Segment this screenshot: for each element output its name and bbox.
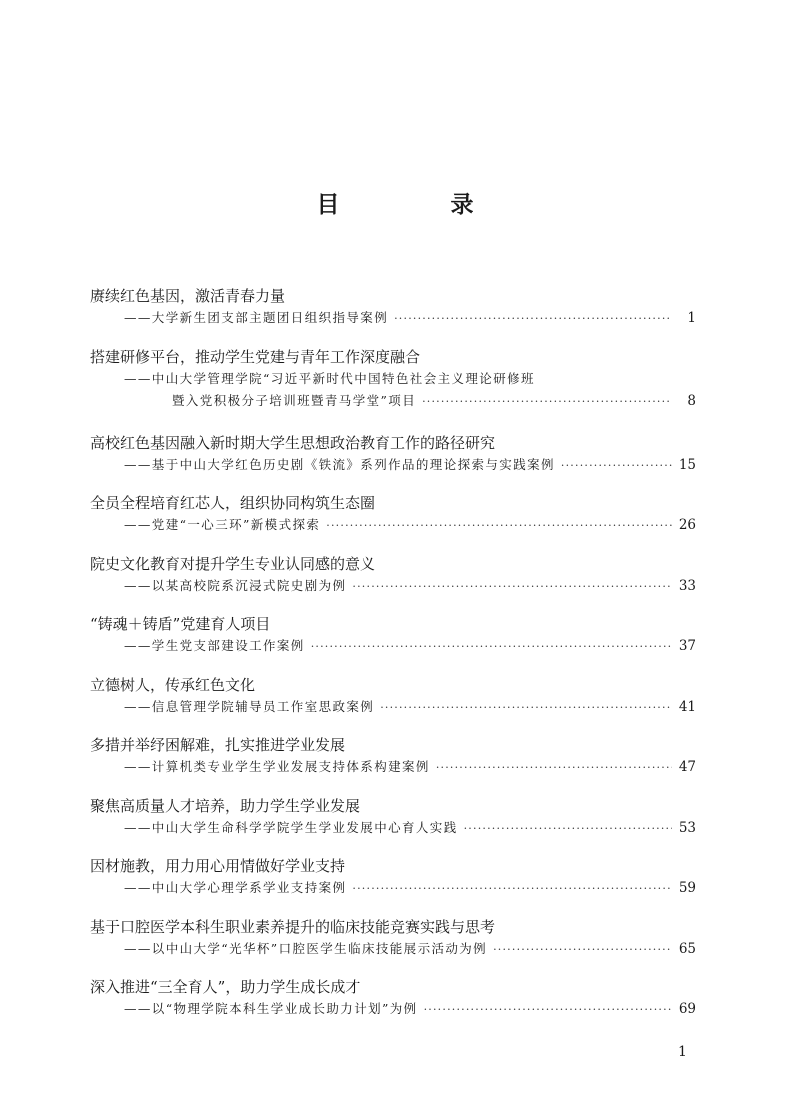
toc-entry[interactable] (90, 917, 696, 978)
toc-entry-subtitle: ——以某高校院系沉浸式院史剧为例 (124, 577, 347, 593)
toc-entry-page: 37 (678, 638, 696, 654)
toc-entry-title: 高校红色基因融入新时期大学生思想政治教育工作的路径研究 (90, 433, 496, 452)
toc-entry-subtitle: ——中山大学管理学院“习近平新时代中国特色社会主义理论研修班 (124, 370, 535, 386)
dot-leader (464, 819, 672, 839)
toc-entry-subtitle: ——计算机类专业学生学业发展支持体系构建案例 (124, 759, 430, 774)
toc-entry-title: 聚焦高质量人才培养，助力学生学业发展 (90, 796, 361, 815)
toc-entry[interactable] (90, 493, 696, 554)
toc-entry[interactable] (90, 554, 696, 615)
toc-entry-subtitle-row (90, 939, 696, 961)
dot-leader (394, 309, 672, 329)
dot-leader (311, 637, 672, 657)
toc-entry-page: 8 (687, 392, 696, 409)
toc-entry[interactable] (90, 856, 696, 917)
toc-entry-title: 基于口腔医学本科生职业素养提升的临床技能竞赛实践与思考 (90, 917, 496, 936)
toc-entry-page: 47 (678, 759, 696, 775)
toc-entry-page: 41 (678, 698, 696, 715)
toc-entry-subtitle-row (90, 455, 696, 477)
toc-entry[interactable] (90, 614, 696, 675)
toc-entry-page: 65 (678, 940, 696, 957)
toc-entry-subtitle-row (90, 391, 696, 413)
toc-entry-title: 搭建研修平台，推动学生党建与青年工作深度融合 (90, 347, 421, 366)
toc-entry[interactable] (90, 675, 696, 736)
toc-entry-subtitle-continued: 暨入党积极分子培训班暨青马学堂”项目 (172, 392, 417, 408)
dot-leader (424, 1000, 672, 1020)
dot-leader (380, 698, 672, 718)
toc-entry-page: 59 (678, 880, 696, 896)
toc-entry-subtitle: ——信息管理学院辅导员工作室思政案例 (124, 698, 375, 714)
toc-entry-title: 赓续红色基因，激活青春力量 (90, 287, 286, 305)
toc-entry-page: 53 (678, 819, 696, 836)
toc-entry-subtitle: ——基于中山大学红色历史剧《铁流》系列作品的理论探索与实践案例 (124, 456, 555, 472)
toc-entry-page: 1 (687, 310, 696, 326)
toc-entry[interactable] (90, 286, 696, 347)
toc-entry-subtitle: ——以中山大学“光华杯”口腔医学生临床技能展示活动为例 (124, 940, 488, 956)
toc-entry-subtitle-row (90, 308, 696, 330)
dot-leader (436, 758, 672, 778)
toc-entry-subtitle: ——中山大学生命科学学院学生学业发展中心育人实践 (124, 819, 458, 835)
toc-entry-subtitle: ——中山大学心理学系学业支持案例 (124, 880, 347, 895)
toc-entry-title: 全员全程培育红芯人，组织协同构筑生态圈 (90, 494, 376, 512)
toc-entry-subtitle: ——党建“一心三环”新模式探索 (124, 517, 321, 532)
table-of-contents (90, 286, 696, 1038)
toc-entry-page: 26 (678, 517, 696, 533)
toc-entry-title: 因材施教，用力用心用情做好学业支持 (90, 857, 346, 875)
toc-entry-subtitle-row (90, 878, 696, 900)
toc-entry-page: 33 (678, 577, 696, 594)
toc-entry[interactable] (90, 347, 696, 433)
toc-entry-title: 立德树人，传承红色文化 (90, 675, 256, 694)
toc-entry-subtitle-row (90, 515, 696, 537)
toc-entry-subtitle: ——学生党支部建设工作案例 (124, 638, 305, 653)
dot-leader (352, 577, 672, 597)
toc-entry[interactable] (90, 735, 696, 796)
page-title: 目 录 (316, 191, 518, 218)
toc-entry-page: 69 (678, 1001, 696, 1017)
toc-entry-subtitle: ——以“物理学院本科生学业成长助力计划”为例 (124, 1001, 418, 1016)
toc-entry-title: “铸魂＋铸盾”党建育人项目 (90, 615, 271, 633)
dot-leader (561, 456, 672, 476)
toc-entry-title: 院史文化教育对提升学生专业认同感的意义 (90, 554, 376, 573)
toc-entry-title: 深入推进“三全育人”，助力学生成长成才 (90, 978, 361, 996)
dot-leader (493, 940, 672, 960)
toc-entry-subtitle-row (90, 697, 696, 719)
toc-entry[interactable] (90, 796, 696, 857)
toc-entry-subtitle-row (90, 757, 696, 779)
toc-entry-subtitle-row (90, 576, 696, 598)
page-number: 1 (678, 1044, 687, 1060)
toc-entry[interactable] (90, 433, 696, 494)
toc-entry-subtitle-row (90, 636, 696, 658)
dot-leader (352, 879, 672, 899)
toc-entry-page: 15 (678, 456, 696, 473)
toc-entry-subtitle-row (90, 818, 696, 840)
dot-leader (422, 392, 672, 412)
toc-entry-subtitle-row (90, 999, 696, 1021)
dot-leader (326, 516, 672, 536)
toc-entry-subtitle: ——大学新生团支部主题团日组织指导案例 (124, 310, 389, 325)
toc-entry[interactable] (90, 977, 696, 1038)
toc-entry-title: 多措并举纾困解难，扎实推进学业发展 (90, 736, 346, 754)
